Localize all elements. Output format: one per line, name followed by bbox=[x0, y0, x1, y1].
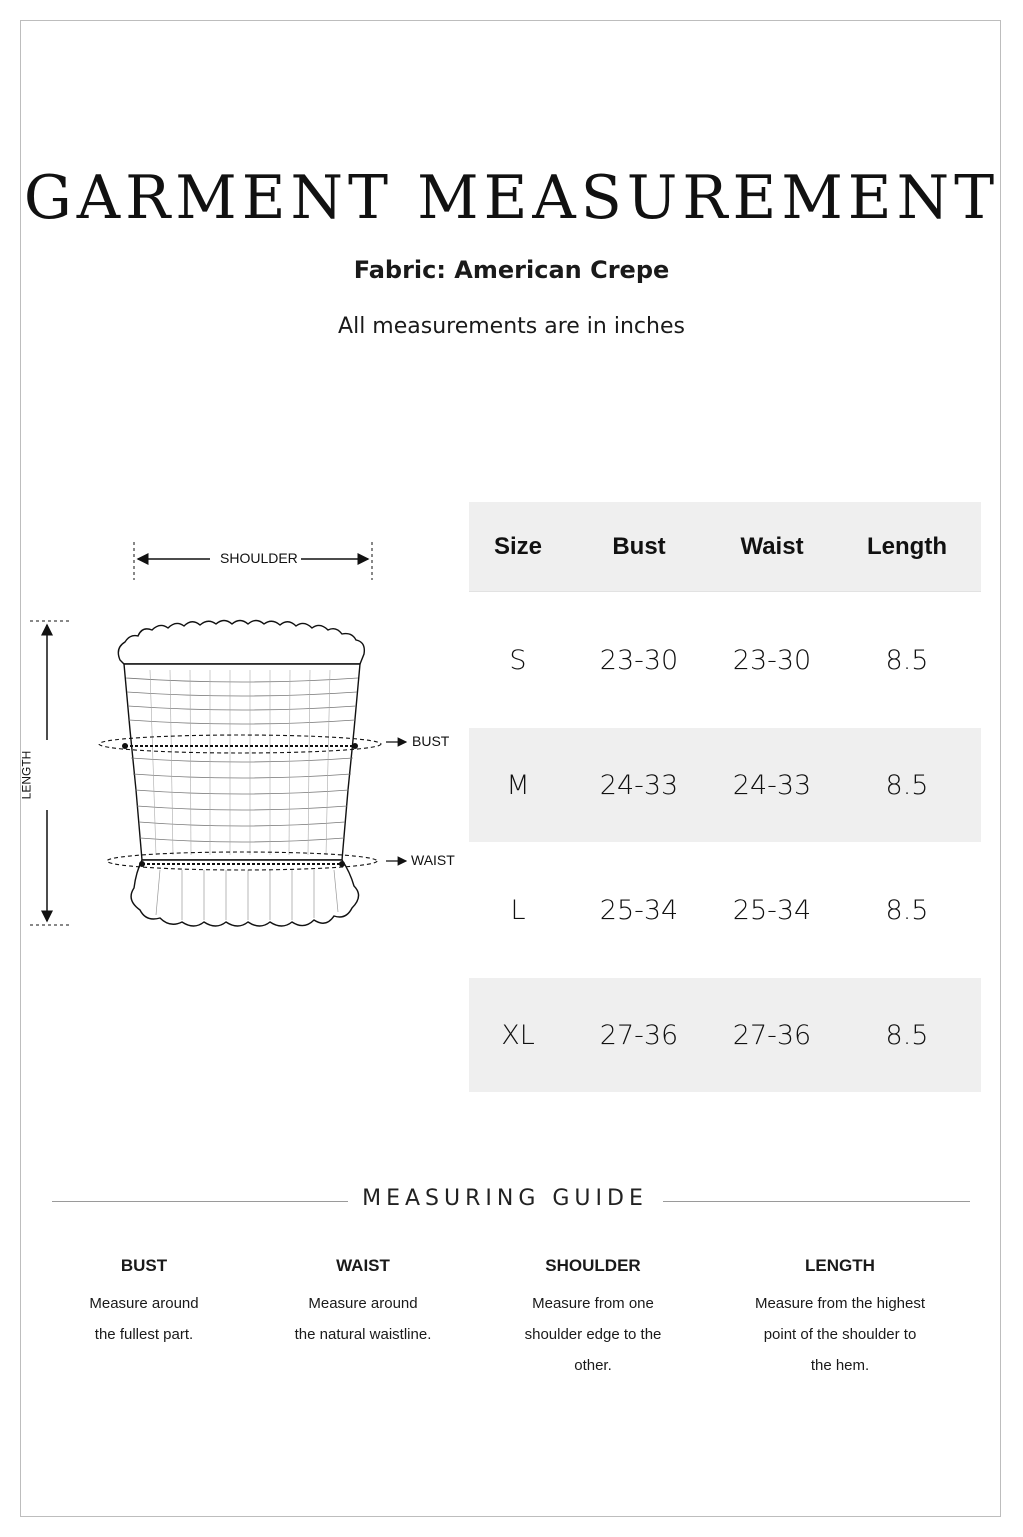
cell-size: M bbox=[506, 769, 530, 801]
cell-waist: 25-34 bbox=[732, 894, 812, 926]
length-label: LENGTH bbox=[19, 750, 34, 800]
cell-length: 8.5 bbox=[885, 1019, 929, 1051]
cell-bust: 24-33 bbox=[599, 769, 679, 801]
fabric-label: Fabric: American Crepe bbox=[353, 256, 670, 284]
cell-size: XL bbox=[501, 1019, 535, 1051]
header-length: Length bbox=[867, 532, 947, 560]
guide-heading: SHOULDER bbox=[545, 1256, 641, 1275]
guide-text: Measure around the fullest part. bbox=[89, 1295, 199, 1343]
waist-label: WAIST bbox=[411, 852, 455, 868]
shoulder-label: SHOULDER bbox=[217, 550, 301, 566]
page-title: GARMENT MEASUREMENT bbox=[23, 163, 1000, 233]
table-row bbox=[469, 592, 981, 728]
table-row bbox=[469, 978, 981, 1092]
cell-bust: 23-30 bbox=[599, 644, 679, 676]
guide-heading: BUST bbox=[120, 1256, 168, 1275]
guide-item-length bbox=[745, 1254, 935, 1381]
table-row bbox=[469, 728, 981, 842]
units-note: All measurements are in inches bbox=[338, 314, 685, 339]
guide-item-waist bbox=[283, 1254, 443, 1350]
cell-length: 8.5 bbox=[885, 644, 929, 676]
guide-text: Measure around the natural waistline. bbox=[294, 1295, 432, 1343]
guide-item-shoulder bbox=[513, 1254, 673, 1381]
table-row bbox=[469, 842, 981, 978]
guide-text: Measure from the highest point of the shoulder to the hem. bbox=[754, 1295, 926, 1374]
cell-bust: 25-34 bbox=[599, 894, 679, 926]
header-waist: Waist bbox=[740, 532, 804, 560]
table-header-row bbox=[469, 502, 981, 591]
cell-size: S bbox=[509, 644, 527, 676]
guide-text: Measure from one shoulder edge to the other. bbox=[524, 1295, 662, 1374]
cell-waist: 27-36 bbox=[732, 1019, 812, 1051]
header-size: Size bbox=[493, 532, 543, 560]
cell-waist: 23-30 bbox=[732, 644, 812, 676]
guide-heading: WAIST bbox=[336, 1256, 390, 1275]
guide-heading: LENGTH bbox=[805, 1256, 875, 1275]
guide-title: MEASURING GUIDE bbox=[362, 1186, 648, 1211]
cell-length: 8.5 bbox=[885, 894, 929, 926]
cell-length: 8.5 bbox=[885, 769, 929, 801]
bust-label: BUST bbox=[412, 733, 450, 749]
header-bust: Bust bbox=[612, 532, 666, 560]
cell-bust: 27-36 bbox=[599, 1019, 679, 1051]
smocked-top-illustration bbox=[20, 530, 460, 950]
garment-diagram bbox=[20, 530, 460, 950]
size-table bbox=[469, 502, 981, 1092]
guide-item-bust bbox=[64, 1254, 224, 1350]
cell-waist: 24-33 bbox=[732, 769, 812, 801]
cell-size: L bbox=[510, 894, 526, 926]
